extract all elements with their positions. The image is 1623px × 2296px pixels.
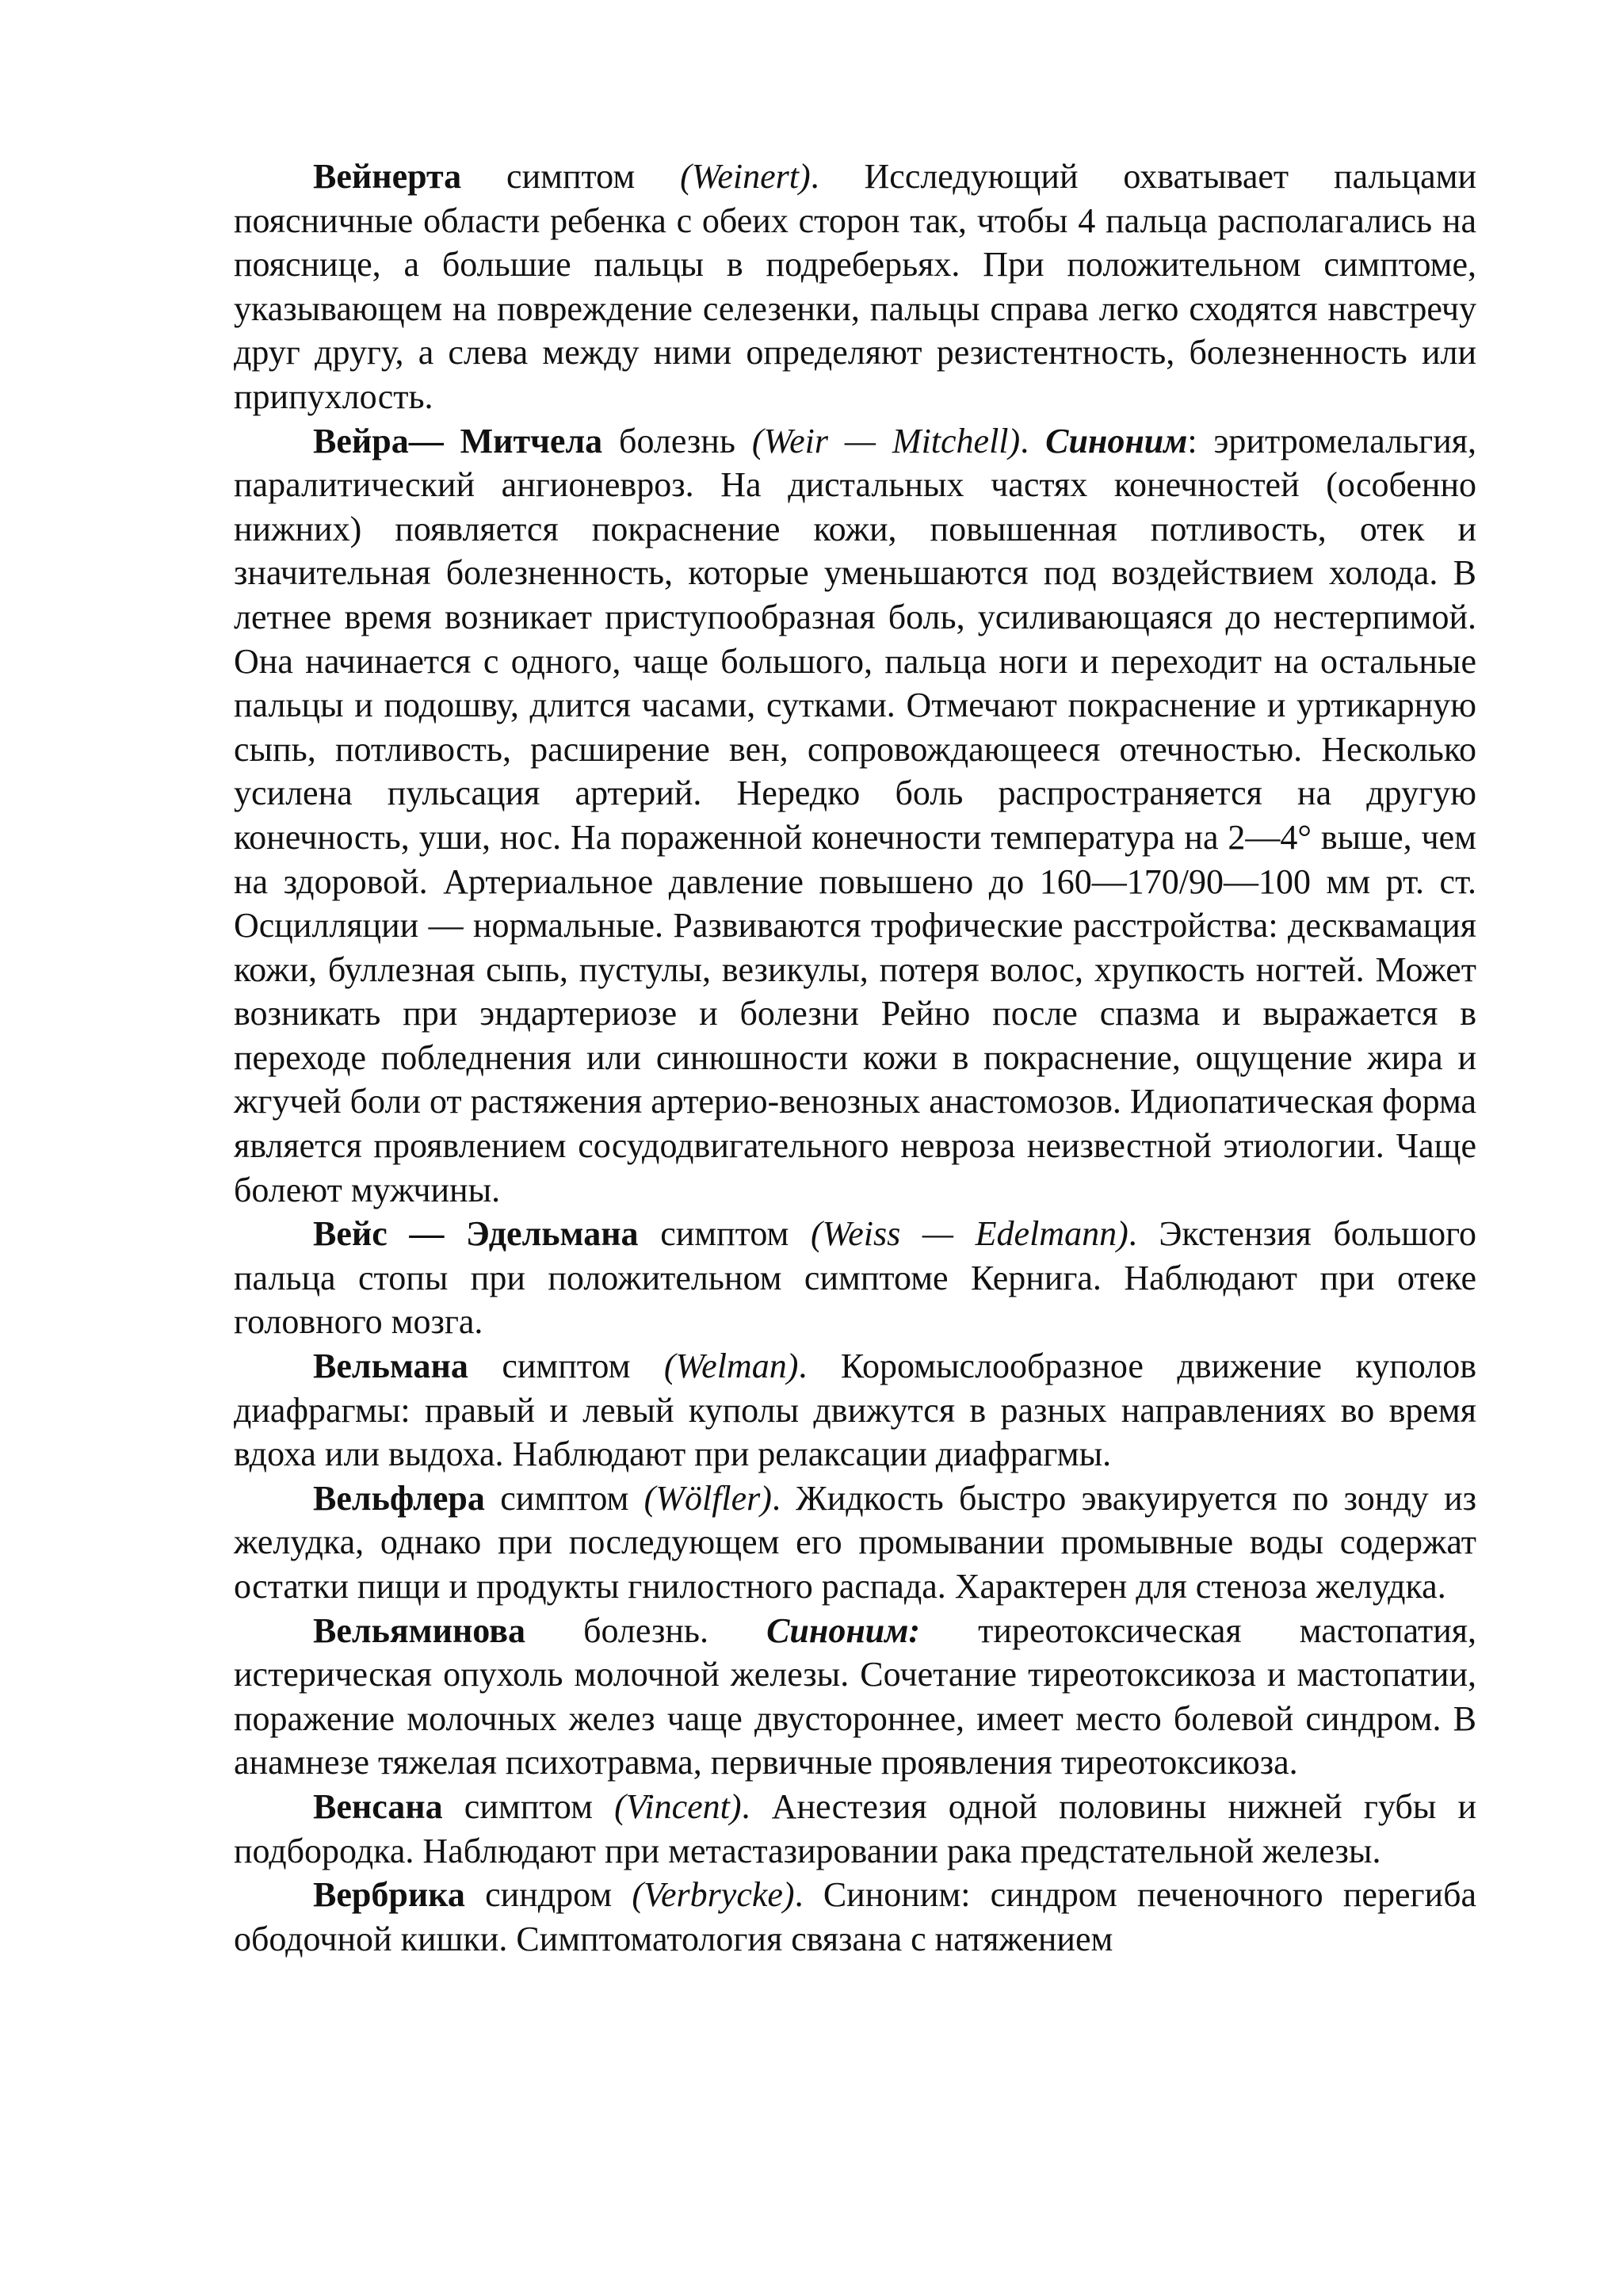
entry-latin-name: (Weiss — Edelmann) (810, 1214, 1128, 1254)
entry-weir-mitchell (234, 419, 1476, 1213)
entry-text: . Экстензия большого пальца стопы при положительном симптоме Кернига. Наблюдают при отеке головного мозга. (234, 1214, 1477, 1342)
entry-kind: синдром (464, 1875, 632, 1915)
entry-term: Вейс — Эдельмана (313, 1214, 639, 1254)
entry-latin-name: (Welman) (663, 1347, 799, 1386)
entry-separator: . (1020, 421, 1046, 460)
entry-text: . Исследующий охватывает пальцами поясничные области ребенка с обеих сторон так, чтобы 4 пальца располагались на пояснице, а большие пальцы в подреберьях. При положительном симптоме, указывающем на повреждение селезенки, пальцы справа легко сходятся навстречу друг другу, а слева между ними определяют резистентность, болезненность или припухлость. (234, 157, 1476, 416)
entry-term: Вейра— Митчела (313, 421, 603, 460)
entry-term: Вельфлера (313, 1478, 485, 1518)
entry-kind: симптом (442, 1786, 615, 1826)
entry-weinert (234, 155, 1476, 419)
entry-term: Вельяминова (313, 1610, 525, 1650)
entry-kind: симптом (484, 1478, 644, 1518)
entry-term: Вербрика (313, 1875, 465, 1915)
entry-kind: симптом (468, 1347, 664, 1386)
entry-text: . Анестезия одной половины нижней губы и подбородка. Наблюдают при метастазировании рака предстательной железы. (234, 1786, 1476, 1870)
entry-term: Вейнерта (313, 157, 462, 196)
entry-vincent (234, 1785, 1476, 1873)
entry-latin-name: (Weir — Mitchell) (751, 421, 1021, 460)
entry-text: : эритромелальгия, паралитический ангионевроз. На дистальных частях конечностей (особенно нижних) появляется покраснение кожи, повышенная потливость, отек и значительная болезненность, которые уменьшаются под воздействием холода. В летнее время возникает приступообразная боль, усиливающаяся до нестерпимой. Она начинается с одного, чаще большого, пальца ноги и переходит на остальные пальцы и подошву, длится часами, сутками. Отмечают покраснение и уртикарную сыпь, потливость, расширение вен, сопровождающееся отечностью. Несколько усилена пульсация артерий. Нередко боль распространяется на другую конечность, уши, нос. На пораженной конечности температура на 2—4° выше, чем на здоровой. Артериальное давление повышено до 160—170/90—100 мм рт. ст. Осцилляции — нормальные. Развиваются трофические расстройства: десквамация кожи, буллезная сыпь, пустулы, везикулы, потеря волос, хрупкость ногтей. Может возникать при эндартериозе и болезни Рейно после спазма и выражается в переходе побледнения или синюшности кожи в покраснение, ощущение жира и жгучей боли от растяжения артерио-венозных анастомозов. Идиопатическая форма является проявлением сосудодвигательного невроза неизвестной этиологии. Чаще болеют мужчины. (234, 421, 1477, 1209)
entry-velyaminov (234, 1609, 1476, 1785)
entry-text: тиреотоксическая мастопатия, истерическая опухоль молочной железы. Сочетание тиреотоксикоза и мастопатии, поражение молочных желез чаще двустороннее, имеет место болевой синдром. В анамнезе тяжелая психотравма, первичные проявления тиреотоксикоза. (234, 1610, 1476, 1782)
entry-latin-name: (Wölfler) (643, 1478, 772, 1518)
entry-kind: симптом (461, 157, 681, 196)
entry-term: Вельмана (313, 1347, 468, 1386)
entry-term: Венсана (313, 1786, 443, 1826)
entry-weiss-edelmann (234, 1212, 1476, 1344)
entry-text: . Синоним: синдром печеночного перегиба ободочной кишки. Симптоматология связана с натяжением (234, 1875, 1476, 1958)
entry-text: . Жидкость быстро эвакуируется по зонду из желудка, однако при последующем его промывании промывные воды содержат остатки пищи и продукты гнилостного распада. Характерен для стеноза желудка. (234, 1478, 1476, 1606)
entry-kind: болезнь. (525, 1610, 767, 1650)
entry-welman (234, 1344, 1476, 1477)
entry-text: . Коромыслообразное движение куполов диафрагмы: правый и левый куполы движутся в разных направлениях во время вдоха или выдоха. Наблюдают при релаксации диафрагмы. (234, 1347, 1476, 1474)
entry-synonym-label: Синоним (1045, 421, 1188, 460)
entry-latin-name: (Weinert) (680, 157, 811, 196)
entry-verbrycke (234, 1873, 1476, 1961)
entry-kind: болезнь (602, 421, 752, 460)
entry-latin-name: (Verbrycke) (632, 1875, 795, 1915)
entry-kind: симптом (638, 1214, 811, 1254)
entry-synonym-label: Синоним: (766, 1610, 921, 1650)
entry-latin-name: (Vincent) (614, 1786, 742, 1826)
entry-wolfler (234, 1477, 1476, 1609)
